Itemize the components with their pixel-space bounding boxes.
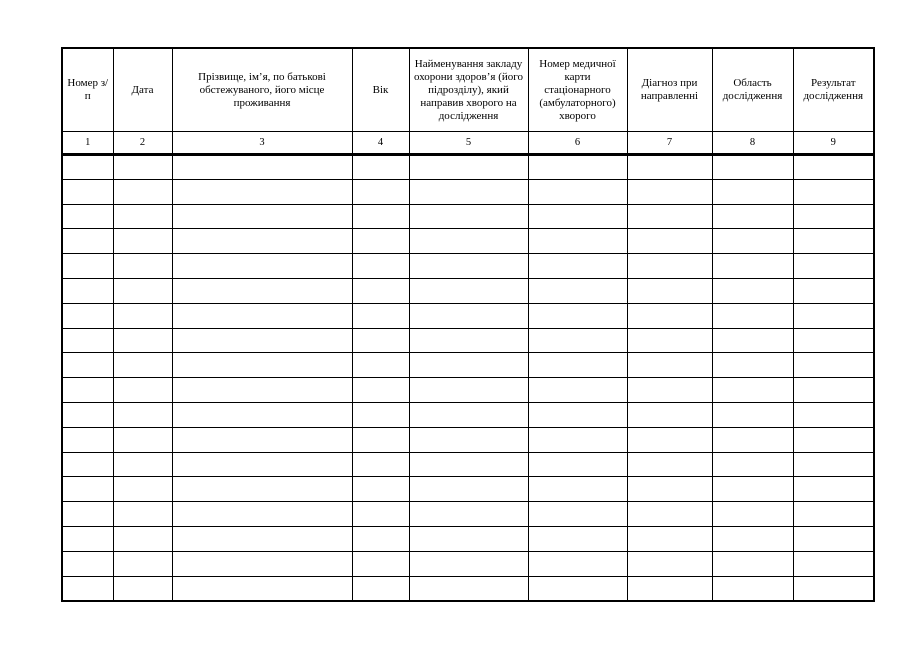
- empty-cell: [712, 155, 793, 180]
- column-number-row: [62, 132, 874, 155]
- empty-cell: [172, 353, 352, 378]
- table-row: [62, 278, 874, 303]
- empty-cell: [793, 278, 874, 303]
- empty-cell: [409, 452, 528, 477]
- empty-cell: [793, 477, 874, 502]
- empty-cell: [627, 402, 712, 427]
- empty-cell: [528, 303, 627, 328]
- empty-cell: [172, 402, 352, 427]
- empty-cell: [352, 155, 409, 180]
- table-header: [62, 48, 874, 155]
- empty-cell: [172, 427, 352, 452]
- empty-cell: [352, 254, 409, 279]
- empty-cell: [62, 551, 113, 576]
- empty-cell: [172, 502, 352, 527]
- table-row: [62, 229, 874, 254]
- empty-cell: [62, 155, 113, 180]
- column-number: 9: [793, 132, 874, 155]
- empty-cell: [62, 254, 113, 279]
- empty-cell: [113, 551, 172, 576]
- empty-cell: [113, 378, 172, 403]
- empty-cell: [172, 526, 352, 551]
- empty-cell: [352, 526, 409, 551]
- empty-cell: [172, 551, 352, 576]
- column-number: 8: [712, 132, 793, 155]
- empty-cell: [712, 551, 793, 576]
- table-body: [62, 155, 874, 601]
- header-cell-institution: Найменування закладу охорони здоров’я (його підрозділу), який направив хворого на дослідження: [409, 48, 528, 132]
- empty-cell: [62, 328, 113, 353]
- table-row: [62, 254, 874, 279]
- empty-cell: [712, 378, 793, 403]
- empty-cell: [113, 427, 172, 452]
- registry-table: [61, 47, 875, 602]
- empty-cell: [793, 576, 874, 601]
- empty-cell: [793, 427, 874, 452]
- empty-cell: [62, 477, 113, 502]
- empty-cell: [409, 477, 528, 502]
- empty-cell: [627, 328, 712, 353]
- empty-cell: [528, 526, 627, 551]
- header-cell-age: Вік: [352, 48, 409, 132]
- empty-cell: [712, 328, 793, 353]
- empty-cell: [528, 278, 627, 303]
- empty-cell: [627, 204, 712, 229]
- empty-cell: [352, 502, 409, 527]
- empty-cell: [712, 353, 793, 378]
- empty-cell: [528, 155, 627, 180]
- header-cell-name: Прізвище, ім’я, по батькові обстежуваного, його місце проживання: [172, 48, 352, 132]
- empty-cell: [113, 477, 172, 502]
- empty-cell: [172, 204, 352, 229]
- empty-cell: [113, 155, 172, 180]
- empty-cell: [172, 576, 352, 601]
- empty-cell: [62, 179, 113, 204]
- empty-cell: [409, 229, 528, 254]
- empty-cell: [627, 576, 712, 601]
- empty-cell: [62, 402, 113, 427]
- empty-cell: [113, 576, 172, 601]
- empty-cell: [627, 452, 712, 477]
- header-cell-result: Результат дослідження: [793, 48, 874, 132]
- empty-cell: [793, 328, 874, 353]
- column-number: 1: [62, 132, 113, 155]
- empty-cell: [627, 254, 712, 279]
- empty-cell: [528, 502, 627, 527]
- table-row: [62, 303, 874, 328]
- empty-cell: [793, 229, 874, 254]
- column-number: 3: [172, 132, 352, 155]
- empty-cell: [172, 155, 352, 180]
- empty-cell: [793, 179, 874, 204]
- empty-cell: [712, 254, 793, 279]
- empty-cell: [409, 328, 528, 353]
- empty-cell: [793, 303, 874, 328]
- column-number: 7: [627, 132, 712, 155]
- empty-cell: [113, 353, 172, 378]
- table-row: [62, 551, 874, 576]
- empty-cell: [793, 353, 874, 378]
- empty-cell: [409, 353, 528, 378]
- empty-cell: [172, 179, 352, 204]
- empty-cell: [528, 551, 627, 576]
- empty-cell: [352, 179, 409, 204]
- empty-cell: [409, 254, 528, 279]
- empty-cell: [528, 353, 627, 378]
- empty-cell: [113, 502, 172, 527]
- empty-cell: [627, 526, 712, 551]
- empty-cell: [352, 427, 409, 452]
- empty-cell: [352, 328, 409, 353]
- column-number: 6: [528, 132, 627, 155]
- empty-cell: [62, 303, 113, 328]
- empty-cell: [528, 254, 627, 279]
- column-number: 5: [409, 132, 528, 155]
- empty-cell: [627, 229, 712, 254]
- empty-cell: [113, 452, 172, 477]
- empty-cell: [627, 179, 712, 204]
- empty-cell: [172, 229, 352, 254]
- table-row: [62, 427, 874, 452]
- empty-cell: [712, 204, 793, 229]
- empty-cell: [352, 229, 409, 254]
- empty-cell: [712, 402, 793, 427]
- empty-cell: [712, 427, 793, 452]
- empty-cell: [793, 526, 874, 551]
- empty-cell: [62, 229, 113, 254]
- empty-cell: [528, 179, 627, 204]
- empty-cell: [627, 427, 712, 452]
- empty-cell: [627, 155, 712, 180]
- empty-cell: [409, 204, 528, 229]
- empty-cell: [352, 303, 409, 328]
- empty-cell: [528, 328, 627, 353]
- empty-cell: [793, 204, 874, 229]
- empty-cell: [113, 254, 172, 279]
- empty-cell: [352, 378, 409, 403]
- empty-cell: [627, 303, 712, 328]
- empty-cell: [113, 402, 172, 427]
- empty-cell: [62, 452, 113, 477]
- table-row: [62, 353, 874, 378]
- table-row: [62, 576, 874, 601]
- header-cell-diagnosis: Діагноз при направленні: [627, 48, 712, 132]
- empty-cell: [172, 477, 352, 502]
- empty-cell: [528, 427, 627, 452]
- table-row: [62, 502, 874, 527]
- empty-cell: [528, 204, 627, 229]
- empty-cell: [172, 303, 352, 328]
- empty-cell: [113, 204, 172, 229]
- empty-cell: [409, 576, 528, 601]
- empty-cell: [352, 477, 409, 502]
- empty-cell: [352, 278, 409, 303]
- empty-cell: [352, 353, 409, 378]
- empty-cell: [712, 179, 793, 204]
- empty-cell: [172, 452, 352, 477]
- empty-cell: [409, 378, 528, 403]
- empty-cell: [793, 452, 874, 477]
- empty-cell: [627, 353, 712, 378]
- empty-cell: [352, 576, 409, 601]
- empty-cell: [627, 477, 712, 502]
- empty-cell: [409, 303, 528, 328]
- empty-cell: [352, 402, 409, 427]
- table-row: [62, 328, 874, 353]
- empty-cell: [409, 278, 528, 303]
- table-row: [62, 526, 874, 551]
- empty-cell: [62, 204, 113, 229]
- table-row: [62, 402, 874, 427]
- empty-cell: [62, 427, 113, 452]
- empty-cell: [712, 526, 793, 551]
- empty-cell: [712, 303, 793, 328]
- empty-cell: [627, 551, 712, 576]
- empty-cell: [352, 551, 409, 576]
- empty-cell: [62, 353, 113, 378]
- empty-cell: [172, 254, 352, 279]
- header-cell-date: Дата: [113, 48, 172, 132]
- empty-cell: [528, 477, 627, 502]
- empty-cell: [172, 378, 352, 403]
- empty-cell: [793, 502, 874, 527]
- table-row: [62, 179, 874, 204]
- empty-cell: [409, 155, 528, 180]
- empty-cell: [113, 278, 172, 303]
- empty-cell: [528, 402, 627, 427]
- empty-cell: [409, 502, 528, 527]
- table-row: [62, 378, 874, 403]
- empty-cell: [793, 155, 874, 180]
- header-row: [62, 48, 874, 132]
- empty-cell: [793, 551, 874, 576]
- empty-cell: [352, 452, 409, 477]
- empty-cell: [62, 576, 113, 601]
- empty-cell: [627, 278, 712, 303]
- table-row: [62, 452, 874, 477]
- empty-cell: [113, 229, 172, 254]
- empty-cell: [712, 477, 793, 502]
- empty-cell: [712, 502, 793, 527]
- empty-cell: [793, 254, 874, 279]
- empty-cell: [113, 328, 172, 353]
- empty-cell: [712, 452, 793, 477]
- empty-cell: [409, 427, 528, 452]
- empty-cell: [409, 526, 528, 551]
- empty-cell: [113, 526, 172, 551]
- empty-cell: [712, 278, 793, 303]
- empty-cell: [172, 278, 352, 303]
- header-cell-number: Номер з/п: [62, 48, 113, 132]
- empty-cell: [528, 452, 627, 477]
- empty-cell: [113, 179, 172, 204]
- header-cell-card-number: Номер медичної карти стаціонарного (амбулаторного) хворого: [528, 48, 627, 132]
- empty-cell: [409, 179, 528, 204]
- empty-cell: [62, 378, 113, 403]
- empty-cell: [712, 229, 793, 254]
- column-number: 4: [352, 132, 409, 155]
- table-row: [62, 477, 874, 502]
- empty-cell: [627, 502, 712, 527]
- empty-cell: [409, 551, 528, 576]
- empty-cell: [627, 378, 712, 403]
- empty-cell: [528, 378, 627, 403]
- empty-cell: [113, 303, 172, 328]
- empty-cell: [352, 204, 409, 229]
- empty-cell: [62, 278, 113, 303]
- empty-cell: [62, 526, 113, 551]
- empty-cell: [409, 402, 528, 427]
- empty-cell: [793, 402, 874, 427]
- table-row: [62, 155, 874, 180]
- table-row: [62, 204, 874, 229]
- empty-cell: [62, 502, 113, 527]
- empty-cell: [172, 328, 352, 353]
- empty-cell: [528, 576, 627, 601]
- empty-cell: [793, 378, 874, 403]
- empty-cell: [528, 229, 627, 254]
- column-number: 2: [113, 132, 172, 155]
- empty-cell: [712, 576, 793, 601]
- header-cell-area: Область дослідження: [712, 48, 793, 132]
